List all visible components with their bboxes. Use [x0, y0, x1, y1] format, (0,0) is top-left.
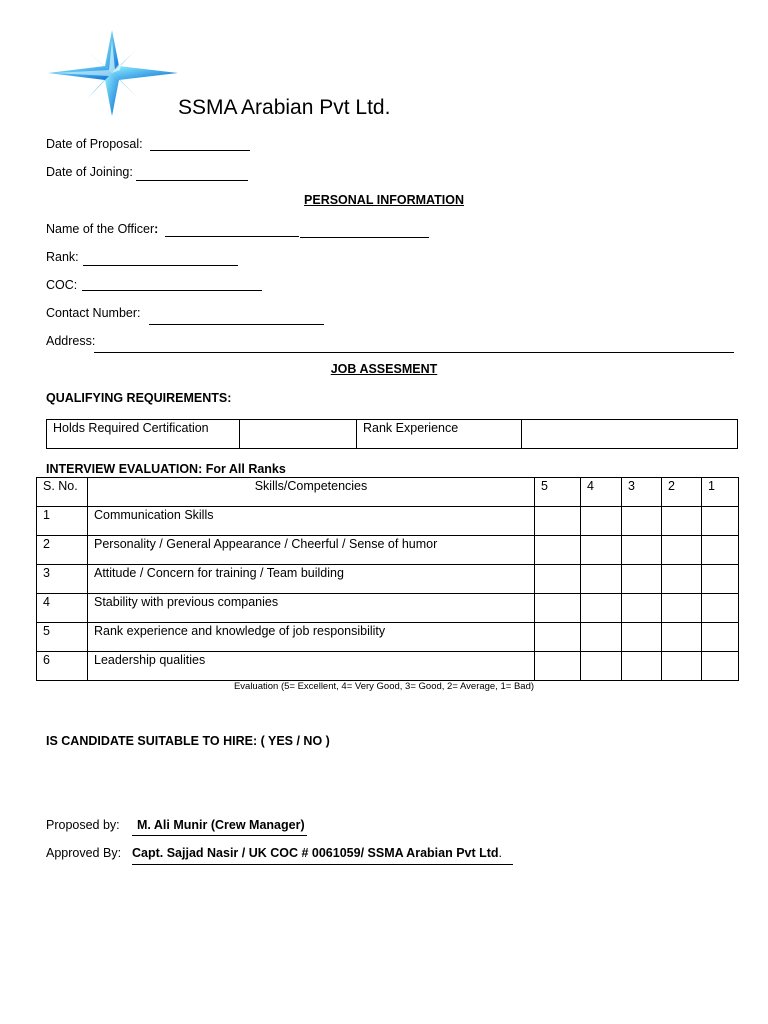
score-cell-1[interactable]	[702, 565, 739, 594]
job-assessment-heading: JOB ASSESMENT	[330, 362, 438, 376]
rank-experience-value-cell[interactable]	[522, 420, 738, 449]
table-row	[37, 565, 739, 594]
proposed-by-signature-line	[132, 835, 307, 836]
column-header-1: 1	[702, 478, 739, 507]
column-header-sno: S. No.	[37, 478, 88, 507]
qualifying-requirements-table	[46, 419, 738, 449]
table-row	[37, 594, 739, 623]
address-field[interactable]	[94, 352, 734, 353]
row-sno: 1	[37, 507, 88, 536]
column-header-2: 2	[662, 478, 702, 507]
row-sno: 3	[37, 565, 88, 594]
certification-value-cell[interactable]	[240, 420, 357, 449]
table-row	[37, 536, 739, 565]
coc-label: COC:	[46, 278, 78, 292]
row-skill: Leadership qualities	[88, 652, 535, 681]
column-header-3: 3	[622, 478, 662, 507]
score-cell-3[interactable]	[622, 594, 662, 623]
score-cell-3[interactable]	[622, 507, 662, 536]
score-cell-4[interactable]	[581, 565, 622, 594]
score-cell-2[interactable]	[662, 507, 702, 536]
score-cell-4[interactable]	[581, 652, 622, 681]
table-row	[37, 507, 739, 536]
score-cell-5[interactable]	[535, 536, 581, 565]
score-cell-1[interactable]	[702, 594, 739, 623]
score-cell-1[interactable]	[702, 623, 739, 652]
score-cell-1[interactable]	[702, 536, 739, 565]
column-header-5: 5	[535, 478, 581, 507]
evaluation-scale-note: Evaluation (5= Excellent, 4= Very Good, 3= Good, 2= Average, 1= Bad)	[233, 681, 535, 692]
row-sno: 2	[37, 536, 88, 565]
officer-name-field-part1[interactable]	[165, 236, 299, 237]
score-cell-1[interactable]	[702, 507, 739, 536]
score-cell-3[interactable]	[622, 652, 662, 681]
approved-by-label: Approved By:	[46, 846, 122, 860]
row-sno: 4	[37, 594, 88, 623]
column-header-4: 4	[581, 478, 622, 507]
address-label: Address:	[46, 334, 96, 348]
certification-label-cell: Holds Required Certification	[47, 420, 240, 449]
column-header-skills: Skills/Competencies	[88, 478, 535, 507]
interview-evaluation-table	[36, 477, 739, 681]
contact-number-field[interactable]	[149, 324, 324, 325]
row-skill: Rank experience and knowledge of job responsibility	[88, 623, 535, 652]
score-cell-2[interactable]	[662, 565, 702, 594]
score-cell-2[interactable]	[662, 536, 702, 565]
company-name: SSMA Arabian Pvt Ltd.	[178, 96, 391, 119]
score-cell-4[interactable]	[581, 536, 622, 565]
suitability-question: IS CANDIDATE SUITABLE TO HIRE: ( YES / NO )	[46, 734, 330, 748]
coc-field[interactable]	[82, 290, 262, 291]
score-cell-3[interactable]	[622, 536, 662, 565]
score-cell-3[interactable]	[622, 623, 662, 652]
table-header-row	[37, 478, 739, 507]
row-sno: 6	[37, 652, 88, 681]
officer-name-label: Name of the Officer:	[46, 222, 159, 236]
personal-information-heading: PERSONAL INFORMATION	[304, 193, 464, 207]
table-row	[37, 623, 739, 652]
proposed-by-value: M. Ali Munir (Crew Manager)	[137, 818, 305, 832]
rank-field[interactable]	[83, 265, 238, 266]
score-cell-4[interactable]	[581, 507, 622, 536]
proposed-by-label: Proposed by:	[46, 818, 120, 832]
score-cell-4[interactable]	[581, 623, 622, 652]
date-of-proposal-field[interactable]	[150, 150, 250, 151]
approved-by-value: Capt. Sajjad Nasir / UK COC # 0061059/ SSMA Arabian Pvt Ltd	[132, 846, 499, 860]
date-of-joining-field[interactable]	[136, 180, 248, 181]
score-cell-2[interactable]	[662, 594, 702, 623]
officer-name-field-part2[interactable]	[300, 237, 429, 238]
row-skill: Personality / General Appearance / Cheerful / Sense of humor	[88, 536, 535, 565]
qualifying-requirements-heading: QUALIFYING REQUIREMENTS:	[46, 391, 232, 405]
date-of-joining-label: Date of Joining:	[46, 165, 133, 179]
compass-star-icon	[46, 28, 180, 118]
score-cell-5[interactable]	[535, 565, 581, 594]
score-cell-4[interactable]	[581, 594, 622, 623]
score-cell-5[interactable]	[535, 652, 581, 681]
score-cell-3[interactable]	[622, 565, 662, 594]
approved-by-signature-line	[132, 864, 513, 865]
row-skill: Stability with previous companies	[88, 594, 535, 623]
table-row	[37, 652, 739, 681]
score-cell-5[interactable]	[535, 623, 581, 652]
interview-evaluation-heading: INTERVIEW EVALUATION: For All Ranks	[46, 462, 286, 476]
rank-experience-label-cell: Rank Experience	[357, 420, 522, 449]
row-skill: Communication Skills	[88, 507, 535, 536]
score-cell-5[interactable]	[535, 594, 581, 623]
score-cell-2[interactable]	[662, 623, 702, 652]
rank-label: Rank:	[46, 250, 79, 264]
approved-by-value-wrap: Capt. Sajjad Nasir / UK COC # 0061059/ SSMA Arabian Pvt Ltd.	[132, 846, 503, 860]
score-cell-2[interactable]	[662, 652, 702, 681]
contact-number-label: Contact Number:	[46, 306, 141, 320]
date-of-proposal-label: Date of Proposal:	[46, 137, 143, 151]
score-cell-5[interactable]	[535, 507, 581, 536]
row-sno: 5	[37, 623, 88, 652]
score-cell-1[interactable]	[702, 652, 739, 681]
row-skill: Attitude / Concern for training / Team building	[88, 565, 535, 594]
